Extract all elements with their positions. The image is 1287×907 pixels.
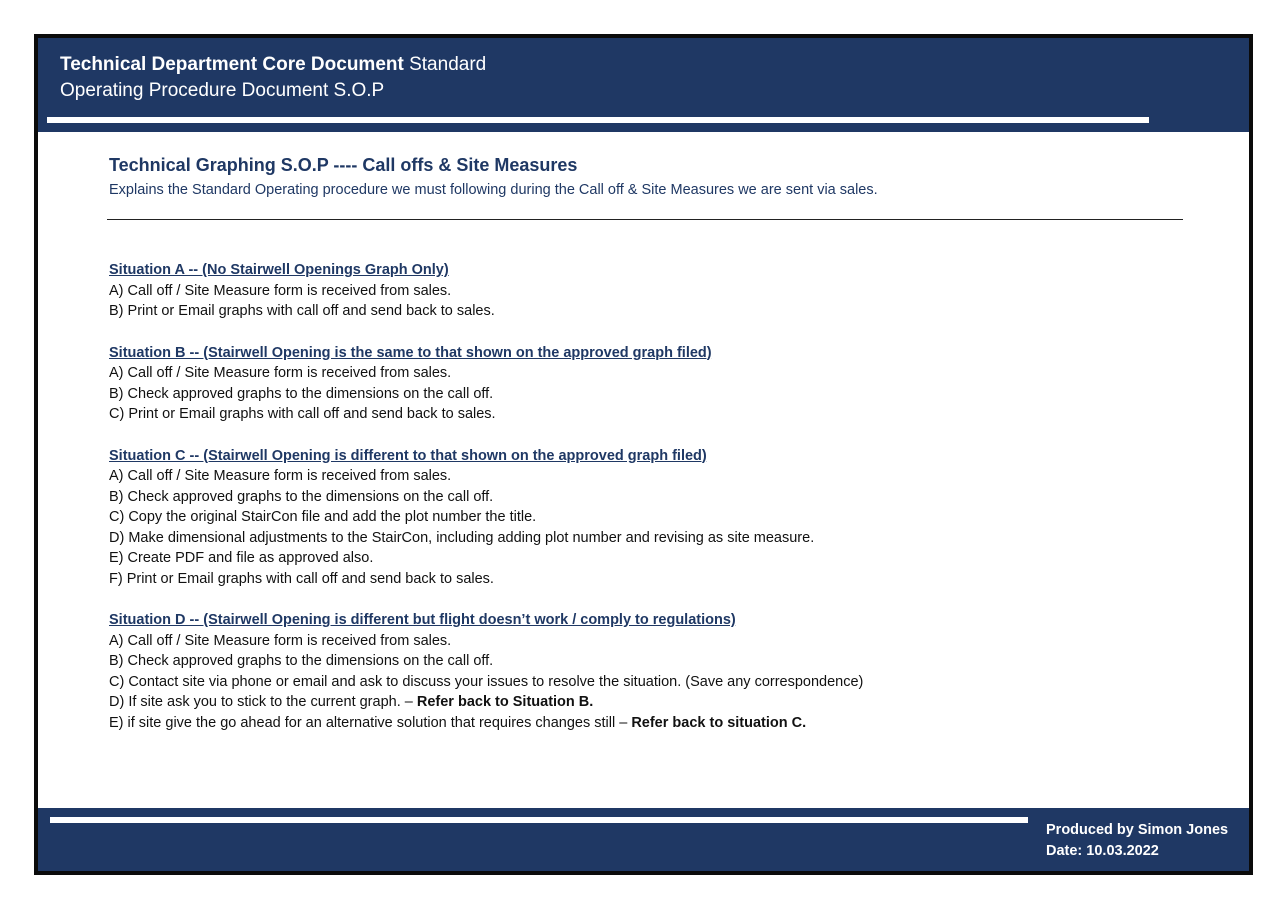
step-text: E) if site give the go ahead for an alternative solution that requires changes still –	[109, 714, 632, 731]
header-banner	[38, 38, 1249, 132]
situation-b	[109, 343, 1189, 425]
produced-by: Produced by Simon Jones	[1046, 822, 1229, 838]
header-title-line2: Operating Procedure Document S.O.P	[60, 80, 385, 101]
step: C) Print or Email graphs with call off and send back to sales.	[109, 406, 496, 422]
step-e	[109, 713, 1189, 734]
step: F) Print or Email graphs with call off and send back to sales.	[109, 570, 494, 587]
header-title	[60, 52, 486, 104]
step-reference: Refer back to Situation B.	[416, 694, 594, 710]
title-divider	[107, 219, 1183, 220]
document-title: Technical Graphing S.O.P ---- Call offs & Site Measures	[109, 155, 578, 175]
header-rule	[47, 117, 1149, 123]
step: C) Copy the original StairCon file and add the plot number the title.	[109, 509, 537, 525]
header-title-bold: Technical Department Core Document	[60, 54, 404, 75]
situation-heading: Situation C -- (Stairwell Opening is different to that shown on the approved graph filed)	[109, 447, 707, 464]
step-text: D) If site ask you to stick to the current graph. –	[109, 694, 417, 710]
step: A) Call off / Site Measure form is received from sales.	[109, 365, 452, 381]
step: E) Create PDF and file as approved also.	[109, 550, 374, 566]
situation-heading: Situation B -- (Stairwell Opening is the same to that shown on the approved graph filed)	[109, 344, 712, 361]
situations-list	[109, 260, 1189, 754]
step: B) Check approved graphs to the dimensions on the call off.	[109, 653, 494, 669]
step: D) Make dimensional adjustments to the StairCon, including adding plot number and revising as site measure.	[109, 529, 815, 546]
step: B) Check approved graphs to the dimensions on the call off.	[109, 385, 494, 402]
header-title-rest: Standard	[403, 54, 487, 75]
document-frame	[34, 34, 1253, 875]
footer-credits	[1046, 820, 1228, 862]
step: B) Print or Email graphs with call off and send back to sales.	[109, 303, 495, 319]
document-date: Date: 10.03.2022	[1046, 843, 1159, 859]
step: A) Call off / Site Measure form is received from sales.	[109, 468, 452, 484]
step: C) Contact site via phone or email and ask to discuss your issues to resolve the situation. (Save any correspondence)	[109, 673, 864, 690]
footer-banner	[38, 808, 1249, 871]
step-d	[109, 692, 1189, 713]
step-reference: Refer back to situation C.	[631, 714, 807, 731]
step: A) Call off / Site Measure form is received from sales.	[109, 632, 452, 649]
situation-d	[109, 610, 1189, 733]
situation-c	[109, 446, 1189, 590]
document-subtitle: Explains the Standard Operating procedure we must following during the Call off & Site Measures we are sent via sales.	[109, 182, 878, 198]
step: A) Call off / Site Measure form is received from sales.	[109, 282, 452, 299]
footer-rule	[50, 817, 1028, 823]
situation-heading: Situation A -- (No Stairwell Openings Graph Only)	[109, 262, 449, 278]
situation-a	[109, 260, 1189, 322]
situation-heading: Situation D -- (Stairwell Opening is different but flight doesn’t work / comply to regulations)	[109, 612, 736, 628]
step: B) Check approved graphs to the dimensions on the call off.	[109, 488, 494, 505]
